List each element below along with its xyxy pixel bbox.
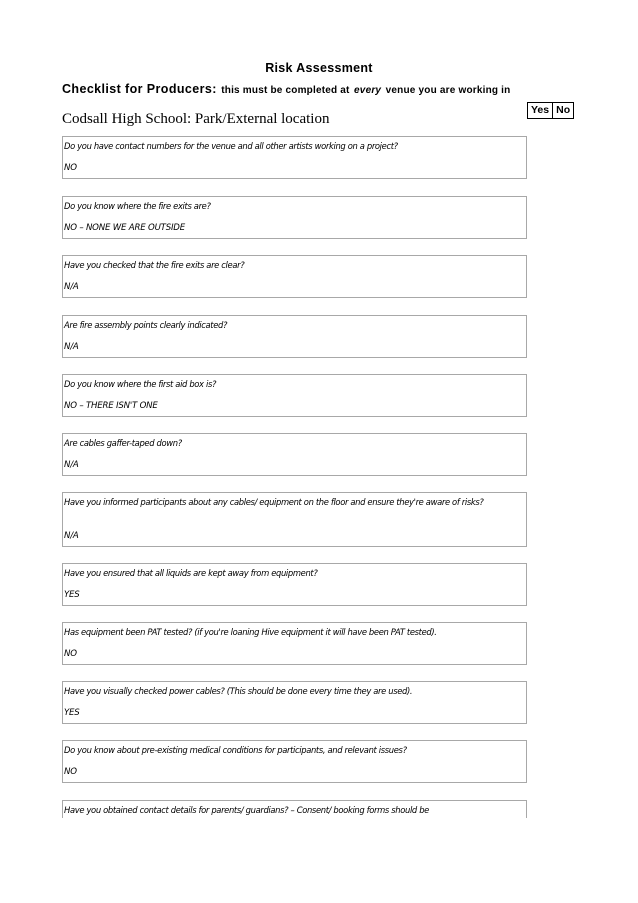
answer-text: NO – THERE ISN'T ONE bbox=[64, 401, 158, 411]
subtitle-rest: this must be completed at bbox=[221, 85, 350, 96]
question-text: Have you checked that the fire exits are clear? bbox=[64, 260, 245, 270]
answer-text: NO bbox=[64, 163, 77, 173]
location-heading: Codsall High School: Park/External location bbox=[62, 111, 330, 127]
no-column-label: No bbox=[552, 103, 573, 118]
question-item bbox=[62, 433, 527, 476]
question-item bbox=[62, 492, 527, 547]
question-item bbox=[62, 563, 527, 606]
question-text: Do you have contact numbers for the venue and all other artists working on a project? bbox=[64, 141, 398, 151]
question-item bbox=[62, 315, 527, 358]
question-item bbox=[62, 374, 527, 417]
question-text: Has equipment been PAT tested? (if you're loaning Hive equipment it will have been PAT tested). bbox=[64, 627, 437, 637]
question-item bbox=[62, 255, 527, 298]
answer-text: YES bbox=[64, 590, 80, 600]
question-text: Are fire assembly points clearly indicated? bbox=[64, 320, 228, 330]
page-title: Risk Assessment bbox=[265, 61, 373, 75]
question-item bbox=[62, 800, 527, 818]
question-item bbox=[62, 681, 527, 724]
yes-column-label: Yes bbox=[531, 104, 550, 116]
subtitle-emphasis: every bbox=[354, 85, 382, 96]
yes-no-header bbox=[527, 102, 574, 119]
answer-text: N/A bbox=[64, 282, 79, 292]
answer-text: NO bbox=[64, 649, 77, 659]
answer-text: YES bbox=[64, 708, 80, 718]
question-text: Have you obtained contact details for parents/ guardians? – Consent/ booking forms should be bbox=[64, 805, 429, 815]
question-text: Do you know about pre-existing medical conditions for participants, and relevant issues? bbox=[64, 745, 407, 755]
question-item bbox=[62, 740, 527, 783]
question-text: Have you ensured that all liquids are kept away from equipment? bbox=[64, 568, 318, 578]
checklist-subtitle bbox=[62, 80, 510, 98]
answer-text: N/A bbox=[64, 531, 79, 541]
answer-text: NO – NONE WE ARE OUTSIDE bbox=[64, 223, 185, 233]
subtitle-tail: venue you are working in bbox=[385, 85, 511, 96]
answer-text: N/A bbox=[64, 460, 79, 470]
question-item bbox=[62, 622, 527, 665]
question-text: Do you know where the first aid box is? bbox=[64, 379, 217, 389]
question-item bbox=[62, 136, 527, 179]
answer-text: N/A bbox=[64, 342, 79, 352]
question-text: Have you visually checked power cables? (This should be done every time they are used). bbox=[64, 686, 413, 696]
question-text: Have you informed participants about any cables/ equipment on the floor and ensure they're aware of risks? bbox=[64, 497, 484, 507]
answer-text: NO bbox=[64, 767, 77, 777]
question-item bbox=[62, 196, 527, 239]
subtitle-lead: Checklist for Producers: bbox=[62, 82, 217, 96]
question-text: Do you know where the fire exits are? bbox=[64, 201, 211, 211]
question-text: Are cables gaffer-taped down? bbox=[64, 438, 182, 448]
